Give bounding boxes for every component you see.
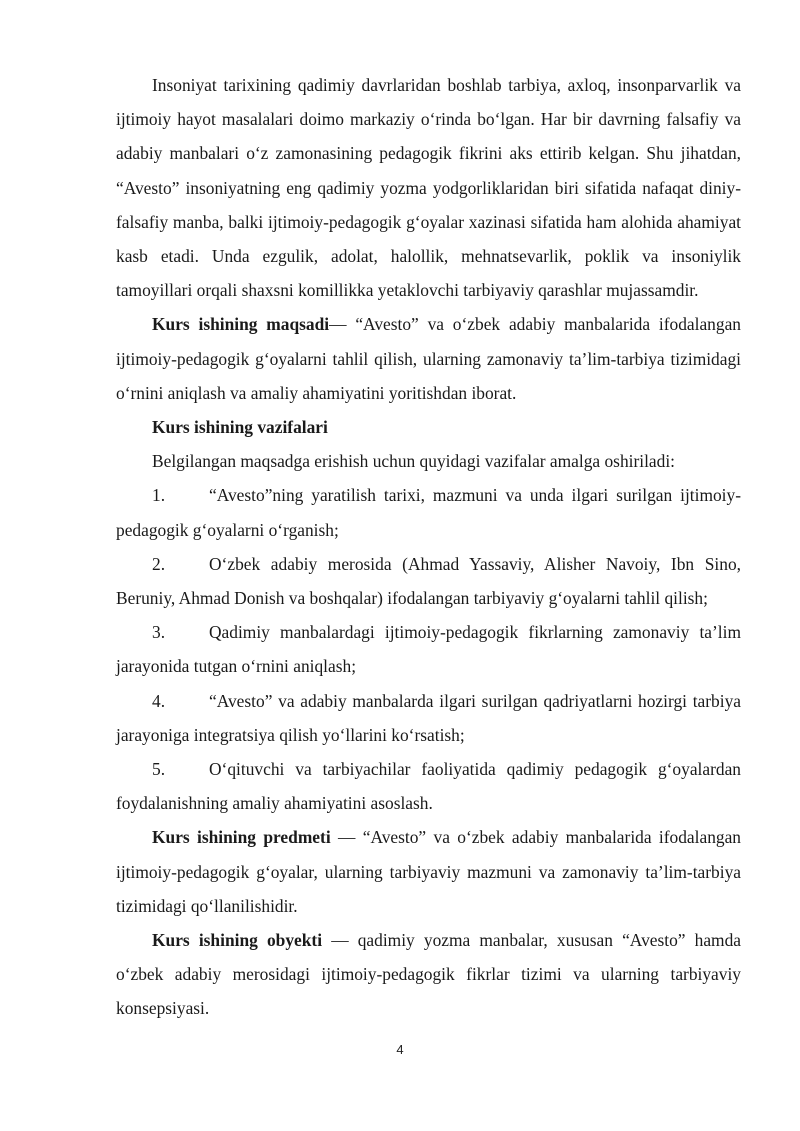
intro-paragraph: Insoniyat tarixining qadimiy davrlaridan boshlab tarbiya, axloq, insonparvarlik va ijtimoiy hayot masalalari doimo markaziy o‘rinda bo‘lgan. Har bir davrning falsafiy va adabiy manbalari o‘z zamonasining pedagogik fikrini aks ettirib kelgan. Shu jihatdan, “Avesto” insoniyatning eng qadimiy yozma yodgorliklaridan biri sifatida nafaqat diniy-falsafiy manba, balki ijtimoiy-pedagogik g‘oyalar xazinasi sifatida ham alohida ahamiyat kasb etadi. Unda ezgulik, adolat, halollik, mehnatsevarlik, poklik va insoniylik tamoyillari orqali shaxsni komillikka yetaklovchi tarbiyaviy qarashlar mujassamdir. xyxy=(116,75,741,301)
task-text: O‘qituvchi va tarbiyachilar faoliyatida qadimiy pedagogik g‘oyalardan foydalanishning amaliy ahamiyatini asoslash. xyxy=(116,759,741,814)
tasks-lead: Belgilangan maqsadga erishish uchun quyidagi vazifalar amalga oshiriladi: xyxy=(152,451,676,472)
task-text: “Avesto” va adabiy manbalarda ilgari surilgan qadriyatlarni hozirgi tarbiya jarayoniga integratsiya qilish yo‘llarini ko‘rsatish; xyxy=(116,690,741,745)
task-number: 4. xyxy=(152,690,166,711)
subject-text: — “Avesto” va o‘zbek adabiy manbalarida ifodalangan ijtimoiy-pedagogik g‘oyalar, ularning tarbiyaviy mazmuni va zamonaviy ta’lim-tarbiya tizimidagi qo‘llanilishidir. xyxy=(116,827,741,916)
task-text: Qadimiy manbalardagi ijtimoiy-pedagogik fikrlarning zamonaviy ta’lim jarayonida tutgan o‘rnini aniqlash; xyxy=(116,622,741,677)
task-number: 3. xyxy=(152,622,166,643)
task-text: “Avesto”ning yaratilish tarixi, mazmuni va unda ilgari surilgan ijtimoiy-pedagogik g‘oyalarni o‘rganish; xyxy=(116,485,741,540)
task-item xyxy=(116,752,741,820)
subject-heading: Kurs ishining predmeti xyxy=(152,827,331,848)
goal-paragraph xyxy=(116,307,741,410)
object-text: — qadimiy yozma manbalar, xususan “Avesto” hamda o‘zbek adabiy merosidagi ijtimoiy-pedagogik fikrlar tizimi va ularning tarbiyaviy konsepsiyasi. xyxy=(116,930,742,1019)
object-heading: Kurs ishining obyekti xyxy=(152,930,323,951)
task-item xyxy=(116,615,741,683)
document-body xyxy=(116,68,741,1026)
tasks-heading: Kurs ishining vazifalari xyxy=(152,417,328,438)
task-item xyxy=(116,547,741,615)
task-item xyxy=(116,684,741,752)
object-paragraph xyxy=(116,923,741,1026)
subject-paragraph xyxy=(116,820,741,923)
task-number: 1. xyxy=(152,485,166,506)
goal-heading: Kurs ishining maqsadi xyxy=(152,314,330,335)
task-number: 2. xyxy=(152,553,166,574)
task-text: O‘zbek adabiy merosida (Ahmad Yassaviy, Alisher Navoiy, Ibn Sino, Beruniy, Ahmad Donish va boshqalar) ifodalangan tarbiyaviy g‘oyalarni tahlil qilish; xyxy=(116,553,741,609)
task-number: 5. xyxy=(152,759,166,780)
goal-text: — “Avesto” va o‘zbek adabiy manbalarida ifodalangan ijtimoiy-pedagogik g‘oyalarni tahlil qilish, ularning zamonaviy ta’lim-tarbiya tizimidagi o‘rnini aniqlash va amaliy ahamiyatini yoritishdan iborat. xyxy=(116,314,741,403)
task-item xyxy=(116,478,741,546)
page-number: 4 xyxy=(396,1042,404,1057)
